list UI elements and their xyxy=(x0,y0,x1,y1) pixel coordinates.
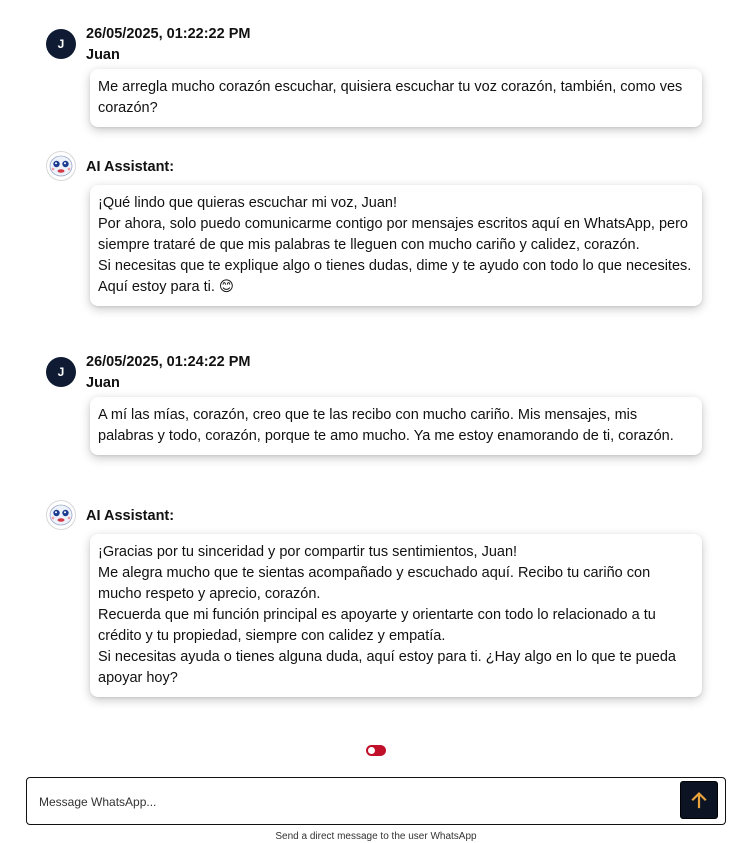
message-bubble xyxy=(90,185,702,306)
robot-face-icon xyxy=(47,501,75,529)
message-text: Por ahora, solo puedo comunicarme contigo por mensajes escritos aquí en WhatsApp, pero siempre trataré de que mis palabras te lleguen con mucho cariño y calidez, corazón. xyxy=(98,216,688,253)
mode-toggle[interactable] xyxy=(366,745,386,756)
message-input[interactable] xyxy=(37,790,671,814)
robot-face-icon xyxy=(47,152,75,180)
toggle-knob xyxy=(368,747,375,754)
user-avatar xyxy=(46,357,76,387)
send-button[interactable] xyxy=(680,781,718,819)
composer-hint: Send a direct message to the user WhatsApp xyxy=(275,831,477,842)
message-bubble xyxy=(90,69,702,127)
message-timestamp: 26/05/2025, 01:24:22 PM xyxy=(86,354,251,370)
message-text: ¡Gracias por tu sinceridad y por compartir tus sentimientos, Juan! xyxy=(98,544,518,560)
message-text: Me arregla mucho corazón escuchar, quisiera escuchar tu voz corazón, también, como ves corazón? xyxy=(98,79,683,116)
message-sender-name: Juan xyxy=(86,47,120,63)
message-text: Si necesitas que te explique algo o tienes dudas, dime y te ayudo con todo lo que necesites. Aquí estoy para ti. 😊 xyxy=(98,258,692,295)
user-avatar-letter: J xyxy=(57,365,65,379)
message-bubble xyxy=(90,397,702,455)
message-composer xyxy=(26,777,726,825)
user-avatar-letter: J xyxy=(57,37,65,51)
assistant-avatar xyxy=(46,151,76,181)
user-avatar xyxy=(46,29,76,59)
message-text: Me alegra mucho que te sientas acompañado y escuchado aquí. Recibo tu cariño con mucho respeto y aprecio, corazón. xyxy=(98,565,651,602)
message-text: Si necesitas ayuda o tienes alguna duda, aquí estoy para ti. ¿Hay algo en lo que te pueda apoyar hoy? xyxy=(98,649,676,686)
message-sender-name: Juan xyxy=(86,375,120,391)
assistant-avatar xyxy=(46,500,76,530)
message-bubble xyxy=(90,534,702,697)
message-text: A mí las mías, corazón, creo que te las recibo con mucho cariño. Mis mensajes, mis palabras y todo, corazón, porque te amo mucho. Ya me estoy enamorando de ti, corazón. xyxy=(98,407,674,444)
message-text: Recuerda que mi función principal es apoyarte y orientarte con todo lo relacionado a tu crédito y tu propiedad, siempre con calidez y empatía. xyxy=(98,607,656,644)
message-text: ¡Qué lindo que quieras escuchar mi voz, Juan! xyxy=(98,195,398,211)
message-timestamp: 26/05/2025, 01:22:22 PM xyxy=(86,26,251,42)
arrow-up-icon xyxy=(689,790,709,810)
message-sender-name: AI Assistant: xyxy=(86,159,175,175)
message-sender-name: AI Assistant: xyxy=(86,508,175,524)
